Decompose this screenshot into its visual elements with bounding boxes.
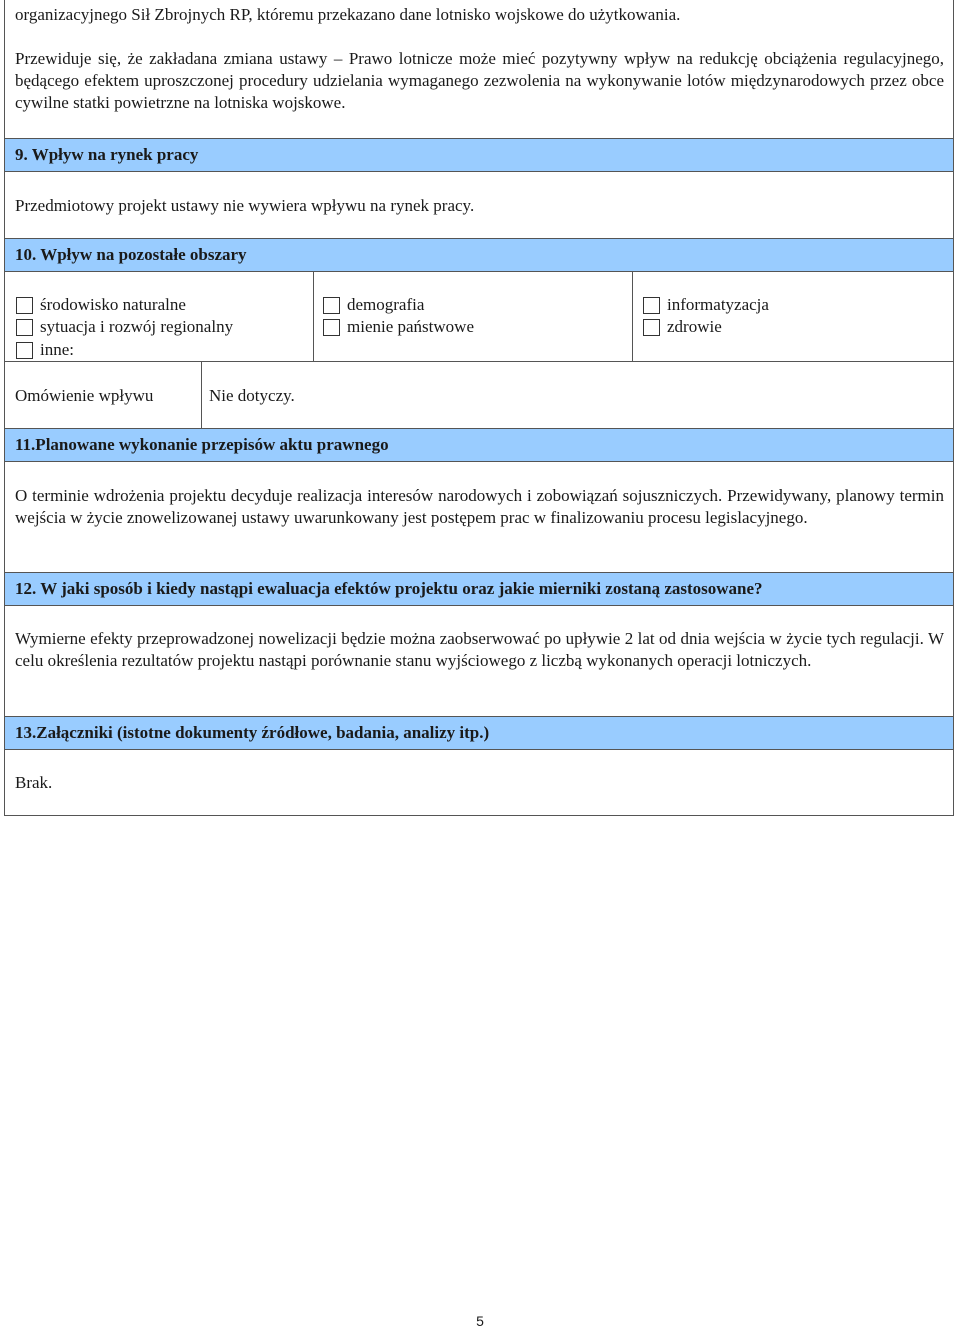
checkbox-box[interactable] [643, 319, 660, 336]
checkbox-label: inne: [40, 340, 74, 359]
section-13-heading [5, 716, 953, 750]
discussion-label: Omówienie wpływu [15, 386, 154, 405]
section-9-title: 9. Wpływ na rynek pracy [15, 145, 199, 164]
section-12-title: 12. W jaki sposób i kiedy nastąpi ewaluacja efektów projektu oraz jakie mierniki zostaną zastosowane? [15, 579, 763, 598]
section-11-title: 11.Planowane wykonanie przepisów aktu prawnego [15, 435, 389, 454]
checkbox-sytuacja-regionalna[interactable] [16, 316, 233, 338]
section-10-heading [5, 238, 953, 272]
intro-line: organizacyjnego Sił Zbrojnych RP, któremu przekazano dane lotnisko wojskowe do użytkowania. [15, 5, 681, 24]
section-11-heading [5, 428, 953, 462]
checkbox-label: mienie państwowe [347, 317, 474, 336]
checkbox-inne[interactable] [16, 339, 74, 361]
page-number: 5 [476, 1313, 484, 1329]
intro-paragraph: Przewiduje się, że zakładana zmiana ustawy – Prawo lotnicze może mieć pozytywny wpływ na redukcję obciążenia regulacyjnego, będącego efektem uproszczonej procedury udzielania wymaganego zezwolenia na wykonywanie lotów międzynarodowych przez obce cywilne statki powietrzne na lotniska wojskowe. [15, 49, 944, 112]
checkbox-srodowisko[interactable] [16, 294, 186, 316]
checkbox-box[interactable] [16, 297, 33, 314]
section-9-heading [5, 138, 953, 172]
checkbox-informatyzacja[interactable] [643, 294, 769, 316]
section-9-text: Przedmiotowy projekt ustawy nie wywiera wpływu na rynek pracy. [15, 196, 475, 215]
section-13-title: 13.Załączniki (istotne dokumenty źródłowe, badania, analizy itp.) [15, 723, 490, 742]
checkbox-zdrowie[interactable] [643, 316, 722, 338]
checkbox-label: informatyzacja [667, 295, 769, 314]
discussion-value: Nie dotyczy. [209, 386, 295, 405]
column-divider [632, 271, 633, 361]
checkbox-mienie-panstwowe[interactable] [323, 316, 474, 338]
checkbox-label: sytuacja i rozwój regionalny [40, 317, 234, 336]
section-11-text: O terminie wdrożenia projektu decyduje realizacja interesów narodowych i zobowiązań sojuszniczych. Przewidywany, planowy termin wejścia w życie znowelizowanej ustawy uwarunkowany jest postępem prac w finalizowaniu procesu legislacyjnego. [15, 486, 944, 527]
checkbox-box[interactable] [323, 319, 340, 336]
checkbox-label: środowisko naturalne [40, 295, 186, 314]
section-13-text: Brak. [15, 773, 53, 792]
column-divider [201, 361, 202, 428]
section-12-heading [5, 572, 953, 606]
section-12-text: Wymierne efekty przeprowadzonej nowelizacji będzie można zaobserwować po upływie 2 lat od dnia wejścia w życie tych regulacji. W celu określenia rezultatów projektu nastąpi porównanie stanu wyjściowego z liczbą wykonanych operacji lotniczych. [15, 629, 944, 670]
checkbox-demografia[interactable] [323, 294, 424, 316]
section-10-title: 10. Wpływ na pozostałe obszary [15, 245, 247, 264]
checkbox-box[interactable] [16, 319, 33, 336]
checkbox-box[interactable] [323, 297, 340, 314]
form-table [4, 0, 954, 816]
checkbox-label: demografia [347, 295, 425, 314]
checkbox-box[interactable] [16, 342, 33, 359]
checkbox-label: zdrowie [667, 317, 722, 336]
row-divider [5, 361, 953, 362]
checkbox-box[interactable] [643, 297, 660, 314]
column-divider [313, 271, 314, 361]
